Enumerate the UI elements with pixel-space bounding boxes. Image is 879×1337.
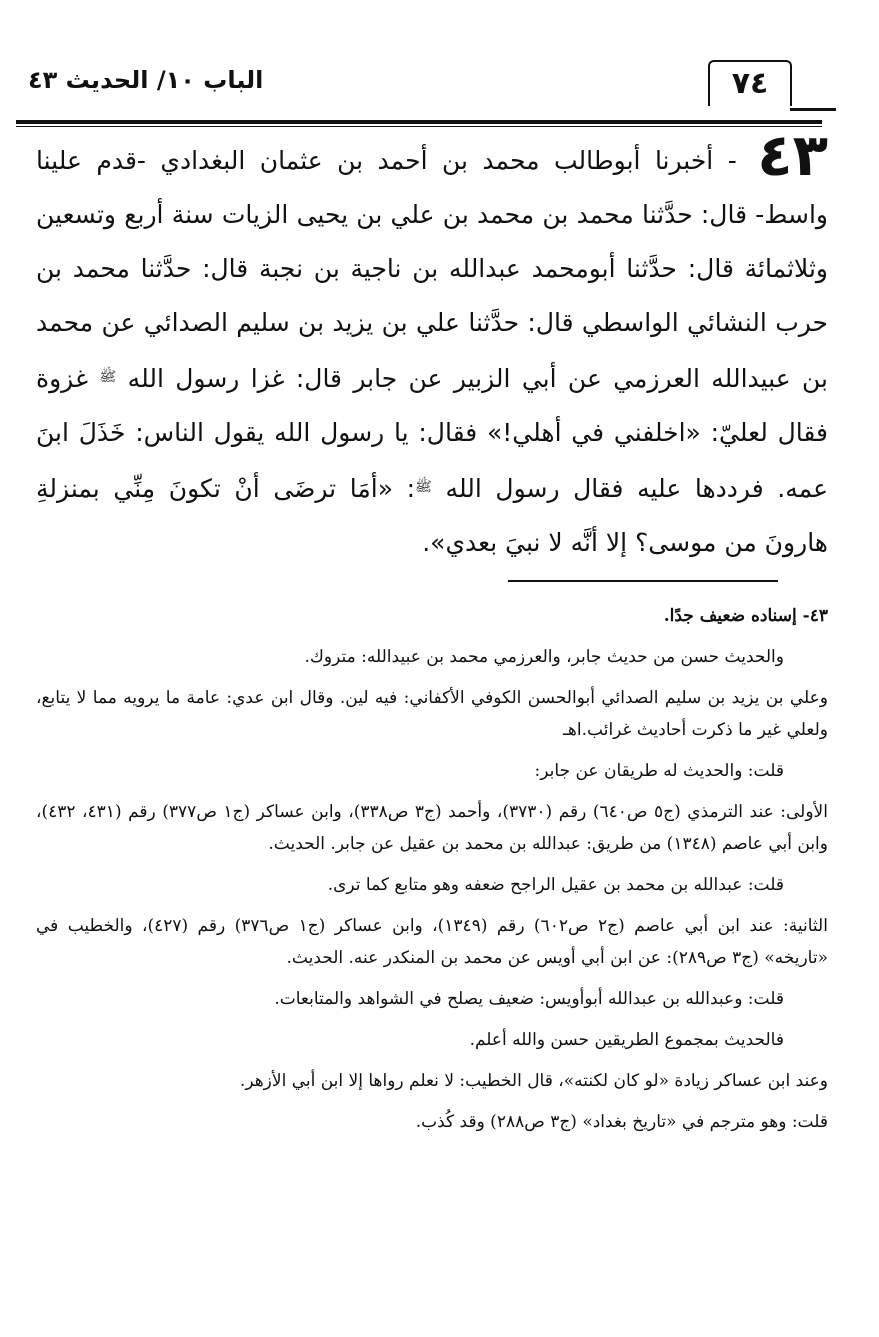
hadith-text-part-2: غزوة فقال لعليّ: «اخلفني في أهلي!» فقال: يا رسول الله يقول الناس: خَذَلَ ابنَ عمه. فرددها عليه فقال رسول الله <box>36 364 828 503</box>
salla-glyph: ﷺ <box>99 369 117 385</box>
running-head: الباب ١٠/ الحديث ٤٣ <box>28 66 264 94</box>
hadith-number: ٤٣ <box>757 121 828 189</box>
footnote-paragraph: قلت: وهو مترجم في «تاريخ بغداد» (ج٣ ص٢٨٨) وقد كُذب. <box>415 1112 828 1132</box>
hadith-text-part-1: - أخبرنا أبوطالب محمد بن أحمد بن عثمان البغدادي -قدم علينا واسط- قال: حدَّثنا محمد بن محمد بن علي بن يحيى الزيات سنة أربع وتسعين وثلاثمائة قال: حدَّثنا أبومحمد عبدالله بن ناجية بن نجبة قال: حدَّثنا محمد بن حرب النشائي الواسطي قال: حدَّثنا علي بن يزيد بن سليم الصدائي عن محمد بن عبيدالله العرزمي عن أبي الزبير عن جابر قال: غزا رسول الله <box>36 146 828 393</box>
hadith-text <box>36 121 828 570</box>
footnote-separator <box>508 580 778 582</box>
footnote-paragraph: الثانية: عند ابن أبي عاصم (ج٢ ص٦٠٢) رقم (١٣٤٩)، وابن عساكر (ج١ ص٣٧٦) رقم (٤٢٧)، والخطيب في «تاريخه» (ج٣ ص٢٨٩): عن ابن أبي أويس عن محمد بن المنكدر عنه. الحديث. <box>36 916 828 968</box>
header-rule-thin <box>16 126 822 127</box>
header-rule-thick <box>16 120 822 124</box>
salla-glyph: ﷺ <box>415 479 432 495</box>
footnote-paragraph: وعلي بن يزيد بن سليم الصدائي أبوالحسن الكوفي الأكفاني: فيه لين. وقال ابن عدي: عامة ما يرويه مما لا يتابع، ولعلي غير ما ذكرت أحاديث غرائب.اهـ <box>36 688 828 740</box>
footnote-paragraph: والحديث حسن من حديث جابر، والعرزمي محمد بن عبيدالله: متروك. <box>304 647 784 667</box>
footnote-paragraph: قلت: عبدالله بن محمد بن عقيل الراجح ضعفه وهو متابع كما ترى. <box>327 875 784 895</box>
footnote-paragraph: قلت: والحديث له طريقان عن جابر: <box>534 761 784 781</box>
footnote-paragraph: قلت: وعبدالله بن عبدالله أبوأويس: ضعيف يصلح في الشواهد والمتابعات. <box>274 989 784 1009</box>
page-number-ornament <box>790 88 836 111</box>
hadith-text-part-3: : «أمَا ترضَى أنْ تكونَ مِنِّي بمنزلةِ هارونَ من موسى؟ إلا أنَّه لا نبيَ بعدي». <box>36 474 828 557</box>
footnote-grading: ٤٣- إسناده ضعيف جدًا. <box>663 606 828 626</box>
footnote-paragraph: فالحديث بمجموع الطريقين حسن والله أعلم. <box>469 1030 784 1050</box>
footnote-paragraph: الأولى: عند الترمذي (ج٥ ص٦٤٠) رقم (٣٧٣٠)، وأحمد (ج٣ ص٣٣٨)، وابن عساكر (ج١ ص٣٧٧) رقم (٤٣١، ٤٣٢)، وابن أبي عاصم (١٣٤٨) من طريق: عبدالله بن محمد بن عقيل عن جابر. الحديث. <box>36 802 828 854</box>
page-header <box>28 58 836 124</box>
footnotes <box>36 600 828 1147</box>
footnote-paragraph: وعند ابن عساكر زيادة «لو كان لكنته»، قال الخطيب: لا نعلم رواها إلا ابن أبي الأزهر. <box>239 1071 828 1091</box>
page-number: ٧٤ <box>708 60 792 106</box>
